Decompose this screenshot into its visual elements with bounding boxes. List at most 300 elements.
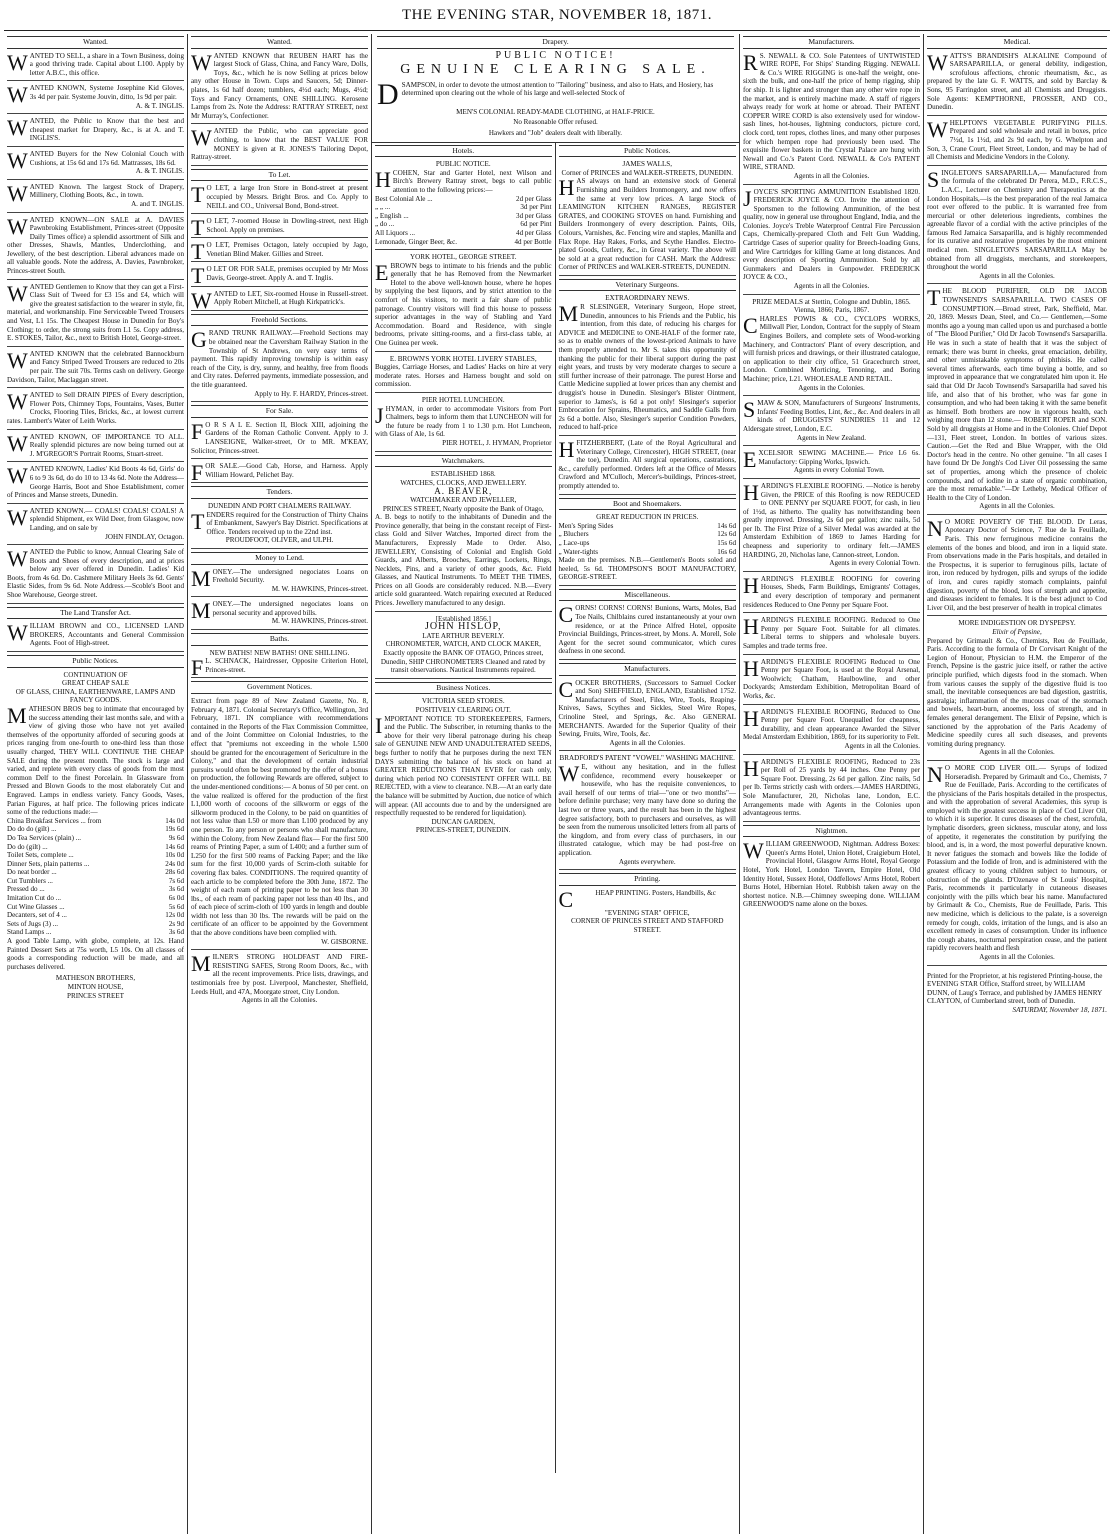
ad-signature: Agents everywhere. — [618, 857, 676, 866]
ad-wanted-9 — [7, 391, 184, 429]
section-head-manufacturers: Manufacturers. — [559, 663, 737, 676]
drop-cap: W — [7, 620, 28, 646]
section-head-to-let: To Let. — [191, 169, 368, 182]
newspaper-title: THE EVENING STAR, NOVEMBER 18, 1871. — [401, 7, 713, 23]
ad-wanted-1 — [7, 49, 184, 82]
ad-title: EXTRAORDINARY NEWS. — [605, 294, 690, 303]
ad-signature: Agents in New Zealand. — [797, 433, 866, 442]
section-head-boot: Boot and Shoemakers. — [559, 498, 737, 511]
ad-text: ANTED KNOWN, Systeme Josephine Kid Gloves, 3s 4d per pair. Systeme Jouvin, ditto, 1s 9d per pair. — [29, 84, 184, 101]
ad-signature: Agents in all the Colonies. — [979, 502, 1055, 511]
ad-text: O MORE POVERTY OF THE BLOOD. Dr Leras, Apotecary Doctor of Science, 7 Rue de la Feuillade, Paris. This new ferruginous medicine contains the elements of the bones and blood, and iron in a liquid state. From observations made in the Paris hospitals, and detailed in the Prospectus, it is superior to ferruginous pills, lactate of iron, iron reduced by hydrogen, pills and syrups of the iodide of iron, and cures rapidly stomach complaints, painful digestion, poverty of the blood, loss of strength and appetite, and diseases incident to females. It is the best adjunct to Cod Liver Oil, and the best preserver of health in tropical climates — [927, 517, 1107, 612]
ad-baths — [191, 649, 368, 679]
printer-imprint — [927, 972, 1107, 1015]
ad-cheap-printing — [558, 886, 737, 938]
ad-text: O LET OR FOR SALE, premises occupied by Mr Moss Davis, George-street. Apply A. and T. Inglis. — [206, 265, 368, 283]
ad-text: HEAP PRINTING. Posters, Handbills, &c — [595, 888, 716, 897]
price-value: 9s 6d — [168, 833, 184, 842]
ad-text: ANTED to Sell DRAIN PIPES of Every description, Flower Pots, Chimney Tops, Fountains, Vases, Butter Crocks, Flooring Tiles, Bricks, &c., at lowest current rates. Lambert's Water of Leith Works. — [7, 391, 184, 425]
ad-title: WATCHES, CLOCKS, AND JEWELLERY. — [400, 478, 527, 487]
ad-address: CORNER OF PRINCES STREET AND STAFFORD STREET. — [571, 917, 724, 934]
ad-signature-address: PRINCES-STREET, DUNEDIN. — [415, 826, 511, 835]
drop-cap: S — [743, 397, 756, 423]
price-value: 28s 6d — [165, 868, 184, 877]
price-row — [7, 911, 184, 920]
column-5 — [740, 34, 924, 1534]
drop-cap: W — [7, 213, 28, 239]
ad-text: Prepared by Grimault & Co., Chemists, Reu de Feuillade, Paris. According to the formula of Dr Corvisart Knight of the Legion of Honour, Physician to H.M. the Emperor of the French, Pepsine is the gastric juice itself, or rather the active principle purified, which digests food in the stomach. When from various causes the supply of the digestive fluid is too small, the inevitable consequences are bad digestion, gastritis, gastralgia; inflammation of the mucous coat of the stomach and bowels, heart-burn, anoemes, loss of strength, and in females general derangement. The Elixir of Pepsine, which is sanctioned by the approbation of the Paris Academy of Medicine speedily cures all such diseases, and prevents vomiting during pregnancy. — [927, 636, 1107, 748]
ad-signature: Agents in the Colonies. — [798, 383, 865, 392]
section-head-nightmen: Nightmen. — [743, 825, 920, 838]
price-item: Stand Lamps ... — [7, 928, 52, 937]
ad-signature: A. and T. INGLIS. — [131, 199, 184, 208]
ad-text: HARLES POWIS & CO., CYCLOPS WORKS, Millwall Pier, London, Contract for the supply of Steam Engines Boilers, and complete sets of Wood-working Machinery, and Contractors' Plant of every description, and will furnish prices and drawings, or their illustrated catalogue, on application to their city office, 51 Gracechurch street, London. Combined Morticing, Tenoning, and Boring Machine; price, L21. WHOLESALE AND RETAIL. — [743, 314, 920, 383]
drop-cap: W — [7, 180, 28, 206]
ad-text: HELPTON'S VEGETABLE PURIFYING PILLS. Prepared and sold wholesale and retail in boxes, price 7½d, 1s 1½d, and 2s 9d each, by G. Whelpton and Son, 3, Crane Court, Fleet Street, London, and may be had of all Chemists and Medicine Vendors in the Colony. — [927, 118, 1107, 162]
column-3-4 — [372, 34, 740, 1534]
ad-title: PRIZE MEDALS at Stettin, Cologne and Dublin, 1865. Vienna, 1866; Paris, 1867. — [752, 297, 911, 315]
price-value: 6d per Pint — [520, 220, 552, 229]
ad-title: JAMES WALLS, — [622, 160, 673, 169]
ad-wanted-2 — [7, 84, 184, 114]
matheson-sig-1: MATHESON BROTHERS, — [55, 974, 136, 983]
ad-harding-roofing-4 — [743, 655, 920, 705]
ad-livery-stables — [375, 355, 552, 393]
price-item: Do Tea Services (plain) ... — [7, 833, 82, 842]
drapery-line-3: No Reasonable Offer refused. — [513, 118, 598, 127]
ad-subtitle: "EVENING STAR" OFFICE, — [604, 908, 690, 917]
price-row — [559, 548, 737, 557]
section-head-baths: Baths. — [191, 633, 368, 646]
ad-to-let-4 — [191, 263, 368, 289]
matheson-title-1: CONTINUATION OF — [63, 670, 128, 679]
ad-signature: M. W. HAWKINS, Princes-street. — [271, 617, 368, 626]
ad-subtitle: POSITIVELY CLEARING OUT. — [415, 706, 511, 714]
price-value: 5s 6d — [168, 902, 184, 911]
price-row — [7, 817, 184, 826]
ad-text: COHEN, Star and Garter Hotel, next Wilson and Birch's Brewery Rattray street, begs to call public attention to the following prices:— — [392, 168, 552, 194]
drop-cap: S — [927, 166, 940, 192]
drop-cap: W — [191, 125, 212, 151]
ad-text: ANTED KNOWN that REUBEN HART has the largest Stock of Glass, China, and Fancy Ware, Dolls, Toys, &c., which he is now Selling at prices below any other House in Town. Cups and Saucers, 5d; Dinner-plates, 1s 6d half dozen; tumblers, 4½d each; Mugs, 4½d; Toys and Fancy Ornaments, ONE SHILLING. Kerosene Lamps from 2s. Note the Address: RATTRAY STREET, next Mr Murray's, Confectioner. — [191, 51, 368, 120]
ad-text: ARDING'S FLEXIBLE ROOFING, Reduced to One Penny per Square Foot. Unequalled for cheapness, durability, and clean appearance Awarded the Silver Medal Amsterdam Exhibition, 1869, for its superiority to Felt. — [743, 707, 920, 742]
ad-harding-roofing-5 — [743, 705, 920, 755]
drop-cap: M — [191, 598, 211, 624]
drop-cap: D — [377, 77, 399, 111]
ad-pier-hotel — [375, 396, 552, 452]
ad-to-let-3 — [191, 239, 368, 265]
price-row — [375, 220, 552, 229]
ad-signature: Apply to Hy. F. HARDY, Princes-street. — [254, 389, 368, 398]
ad-signature: A. & T. INGLIS. — [135, 101, 184, 110]
drop-cap: H — [558, 175, 575, 201]
ad-victoria-seed-stores — [375, 697, 552, 838]
price-item: „ do ... — [375, 220, 395, 229]
price-item: Toilet Sets, complete ... — [7, 851, 74, 860]
ad-text: O R S A L E. Section II, Block XIII, adjoining the Gardens of the Roman Catholic Convent. Apply to J. LANSEIGNE, Walker-street, Or to MR. M'KEAY, Solicitor, Princes-street. — [191, 420, 368, 455]
ad-text: ANTED, the Public to Know that the best and cheapest market for Drapery, &c., is at A. and T. INGLIS'S. — [29, 117, 184, 143]
ad-wanted-12 — [7, 504, 184, 545]
ad-signature: Agents in every Colonial Town. — [793, 466, 885, 475]
ad-harding-roofing-3 — [743, 616, 920, 654]
drop-cap: W — [927, 49, 948, 75]
ad-text: BROWN begs to intimate to his friends and the public generally that he has Removed from the Newmarket Hotel to the above well-known house, where he hopes by supplying the best liquors, and by strict attention to the comfort of his visitors, to merit a fair share of public patronage. Country visitors will find this house to possess superior advantages in the way of Stabling and Yard Accommodation. Board and Residence, with single bedrooms, private sitting-rooms, and a first-class table, at One Guinea per week. — [375, 261, 552, 348]
ad-text: ANTED TO SELL, a share in a Town Business, doing a good thriving trade. Capital about L100. Apply by letter A.B.C., this office. — [29, 51, 184, 77]
column-3-4-split — [372, 142, 739, 1473]
ad-john-hislop — [375, 615, 552, 679]
ad-text: ILLIAM GREENWOOD, Nightman. Address Boxes: Queen's Arms Hotel, Union Hotel, Craigieburn Hotel, Provincial Hotel, Glasgow Arms Hotel, Royal George Hotel, York Hotel, London Tavern, Empire Hotel, Old Identity Hotel, Sussex Hotel, Oddfellows' Arms Hotel, Robert Burns Hotel, Hibernian Hotel. Rubbish taken away on the shortest notice. N.B.—Chimney sweeping done. WILLIAM GREENWOOD'S name alone on the boxes. — [743, 840, 920, 909]
price-item: Do do (gilt) ... — [7, 842, 48, 851]
section-head-public-notices: Public Notices. — [559, 145, 737, 158]
drop-cap: W — [7, 504, 28, 530]
drop-cap: W — [7, 82, 28, 108]
drop-cap: H — [743, 479, 759, 505]
drop-cap: J — [743, 185, 752, 211]
ad-text: INGLETON'S SARSAPARILLA,— Manufactured from the formula of the celebrated Dr Perera, M.D., F.R.C.S., L.A.C., Lecturer on Chemistry and Therapeutics at the London Hospitals,—is the best preparation of the real Jamaica root ever offered to the public. It is warranted free from mercurial or other deleterious ingredients, combines the agreeable flavor of a cordial with the active principles of the famous Red Jamaica Sarsaparilla, and is highly recommended for its curative and restorative properties by the most eminent medical men. SINGLETON'S SARSAPARILLA May be obtained from all druggists, merchants, and storekeepers, throughout the world — [927, 168, 1107, 272]
price-item: „ English ... — [375, 211, 409, 220]
drop-cap: F — [191, 655, 204, 681]
ad-signature: W. GISBORNE. — [321, 937, 368, 946]
section-head-for-sale: For Sale. — [191, 405, 368, 418]
ad-text: L. SCHNACK, Hairdresser, Opposite Criterion Hotel, Princes-street. — [205, 657, 368, 674]
price-item: Lemonade, Ginger Beer, &c. — [375, 237, 458, 246]
price-value: 16s 6d — [717, 547, 736, 556]
ad-text: ANTED Known. The largest Stock of Drapery, Millinery, Clothing Boots, &c., in town. — [29, 182, 184, 200]
price-value: 12s 0d — [165, 911, 184, 920]
price-item: Dinner Sets, plain patterns ... — [7, 859, 90, 868]
drop-cap: W — [927, 116, 948, 142]
ad-text: HE BLOOD PURIFIER, OLD DR JACOB TOWNSEND'S SARSAPARILLA. TWO CASES OF CONSUMPTION.—Broad street, Park, Sheffield, Mar. 20, 1869. Messrs Dean, Steel, and Co.— Gentlemen,—Some months ago a young man called upon us and purchased a bottle of "The Blood Purifier," Old Dr Jacob Townsend's Sarsaparilla. He was in such a state of health that it was the subject of remark; there was burnt in cheeks, great emaciation, debility, and other unmistakable symptoms of phthisis. He called several times afterwards, each time buying a bottle, and so improved in appearance that we congratulated him upon it. He said that Old Dr Jacob Townsend's Sarsaparilla had saved his life, and also that of his brother, who was far gone in consumption, and who had been taking it with the same benefit as himself. Both brothers are now in vigorous health, each weighing more than 12 stone.— ROBERT ROPER and SON. Sold by all druggists at Home and in the Colonies. Chief Depot—131, Fleet street, London. In bottles of various sizes. Caution.—Get the Red and Blue Wrapper, with the Old Doctor's head in the centre. No other genuine. "In all cases I have found Dr De Jongh's Cod Liver Oil possessing the same set of properties, among which the presence of choleic compounds, and of iodine in a state of organic combination, are the most remarkable."—Dr Letheby, Medical Officer of Health to the City of London. — [927, 287, 1107, 502]
ad-text: ANTED the Public, who can appreciate good clothing, to know that the BEST VALUE FOR MONEY is given at R. JONES'S Tailoring Depot, Rattray-street. — [191, 127, 368, 162]
ad-text: Extract from page 89 of New Zealand Gazette, No. 8, February 4, 1871. Colonial Secretary's Office, Wellington, 3rd February, 1871. IN compliance with recommendations contained in the Reports of the Flax Commission Committee, and of the Joint Committee on Colonial Industries, to the effect that "premiums not exceeding in the whole L500 should be granted for the encouragement of Sericulture in the Colony," and that the development of certain industrial pursuits would often be best promoted by the offer of a bonus on production, the following Rewards are offered, subject to the under-mentioned conditions:— A bonus of 50 per cent. on the value realized is offered for the production of the first L1,000 worth of cocoons of the silkworm or eggs of the silkworm produced in the Colony, to be paid on quantities of not less value than L50 or more than L100 produced by any one person. To any person or persons who shall manufacture, within the Colony, from New Zealand flax— For the first 500 reams of Printing Paper, a sum of L400; and a further sum of L250 for the first 500 reams of Packing Paper; and the like sum for the first 10,000 yards of Scrim-cloth suitable for covering flax bales. CONDITIONS. The required quantity of each article to be completed before the 30th June, 1872. The weight of each ream of printing paper to be not less than 30 lbs., of each ream of packing paper not less than 40 lbs., and of each piece of scrim-cloth of 100 yards in length and double width not less than 30 lbs. The rewards will be paid on the certificate of an officer to be appointed by the Government that the above conditions have been complied with. — [191, 697, 368, 938]
drop-cap: T — [191, 263, 205, 289]
ad-wanted-2 — [191, 127, 368, 165]
matheson-sig-3: PRINCES STREET — [67, 991, 124, 1000]
ad-harding-roofing-1 — [743, 479, 920, 572]
ad-wanted-7 — [7, 280, 184, 347]
ad-wanted-13 — [7, 548, 184, 604]
drop-cap: W — [558, 760, 580, 786]
ad-subtitle: WATCHMAKER AND JEWELLER, — [410, 495, 517, 504]
price-item: Decanters, set of 4 ... — [7, 911, 67, 920]
ad-late: LATE ARTHUR BEVERLY. — [422, 631, 505, 640]
drop-cap: W — [7, 389, 28, 415]
drop-cap: W — [743, 838, 764, 864]
ad-james-walls — [559, 160, 737, 276]
drapery-big-title: GENUINE CLEARING SALE. — [400, 62, 711, 78]
section-head-tenders: Tenders. — [191, 486, 368, 499]
drop-cap: W — [191, 49, 212, 75]
ad-wanted-3 — [7, 117, 184, 147]
ad-for-sale-1 — [191, 418, 368, 459]
ad-title: E. BROWN'S YORK HOTEL LIVERY STABLES, — [389, 354, 537, 363]
ad-harding-roofing-2 — [743, 572, 920, 613]
imprint-date: SATURDAY, November 18, 1871. — [1012, 1005, 1107, 1014]
column-4 — [556, 143, 740, 1473]
ad-milners-safes — [191, 953, 368, 1008]
ad-text: ARDING'S FLEXIBLE ROOFING. —Notice is hereby Given, the PRICE of this Roofing is now REDUCED to ONE PENNY per SQUARE FOOT, for cash, in lieu of 1½d, as hitherto. The quality has notwithstanding been greatly improved. Dressing, 2s 6d per gallon; zinc nails, 5d per lb. The First Prize of a Silver Medal was awarded at the Amsterdam Exhibition of 1869 to James Harding for cheapness and superiority to ordinary felt.—JAMES HARDING, 20, Nicholas lane, Cannon-street, London. — [743, 481, 920, 559]
ad-signature: PROUDFOOT, OLIVER, and ULPH. — [225, 536, 334, 545]
price-row — [7, 877, 184, 886]
matheson-title-3: OF GLASS, CHINA, EARTHENWARE, LAMPS AND FANCY GOODS. — [15, 687, 176, 705]
ad-railway-tenders — [191, 502, 368, 549]
drop-cap: C — [743, 312, 758, 338]
imprint-text: Printed for the Proprietor, at his registered Printing-house, the EVENING STAR Office, Stafford street, by WILLIAM DUNN, of Laug's Terrace, and published by JAMES HENRY CLAYTON, of Cumberland street, both of Dunedin. — [927, 971, 1103, 1006]
ad-to-let-5 — [191, 287, 368, 313]
ad-for-sale-2 — [191, 460, 368, 486]
drop-cap: F — [191, 460, 204, 486]
price-value: 4d per Glass — [516, 228, 552, 237]
ad-text: ONEY.—The undersigned negociates loans on personal security and approved bills. — [212, 600, 368, 617]
drop-cap: W — [7, 280, 28, 306]
ad-signature: Agents in all the Colonies. — [979, 748, 1055, 757]
ad-text: Exactly opposite the BANK OF OTAGO, Princes street, Dunedin, SHIP CHRONOMETERS Cleaned and rated by transit observations. Nautical Instruments repaired. — [380, 649, 546, 675]
ad-text: HYMAN, in order to accommodate Visitors from Port Chalmers, begs to inform them that LUNCHEON will for the future be ready from 1 to 1.30 p.m. Hot Luncheon, with Glass of Ale, 1s 6d. — [375, 404, 552, 439]
price-row — [559, 530, 737, 539]
drop-cap: M — [191, 565, 211, 591]
section-head-money: Money to Lend. — [191, 552, 368, 565]
section-head-manufacturers: Manufacturers. — [743, 36, 920, 49]
drop-cap: W — [7, 463, 28, 489]
section-head-business: Business Notices. — [375, 682, 552, 695]
drop-cap: T — [191, 182, 205, 208]
ad-title: PIER HOTEL LUNCHEON. — [421, 396, 505, 404]
drop-cap: H — [743, 572, 759, 598]
price-item: Men's Spring Sides — [558, 521, 614, 530]
price-row — [375, 203, 552, 212]
ad-greenwood — [743, 840, 920, 912]
price-value: 2s 9d — [168, 919, 184, 928]
drop-cap: H — [743, 755, 759, 781]
ad-subtitle: Elixir of Pepsine, — [992, 628, 1042, 636]
section-head-wanted: Wanted. — [7, 36, 184, 49]
price-item: Cut Wine Glasses ... — [7, 902, 65, 911]
matheson-extra: A good Table Lamp, with globe, complete, at 12s. Hand Painted Dessert Sets at 75s worth, L5 10s. On all classes of goods a corresponding reduction will be made, and all purchases delivered. — [7, 937, 184, 971]
drop-cap: H — [743, 614, 759, 640]
section-head-miscellaneous: Miscellaneous. — [559, 589, 737, 602]
drop-cap: E — [375, 259, 389, 285]
ad-signature: M. W. HAWKINS, Princes-street. — [271, 584, 368, 593]
ad-whelpton-pills — [927, 116, 1107, 166]
ad-watts-sarsaparilla — [927, 49, 1107, 116]
ad-text: Made on the premises. N.B.—Gentlemen's Boots soled and heeled, 5s 6d. THOMPSON'S BOOT MANUFACTORY, GEORGE-STREET. — [558, 556, 736, 582]
ad-established: ESTABLISHED 1868. — [430, 470, 496, 479]
drop-cap: W — [7, 115, 28, 141]
price-value: 6s 0d — [168, 894, 184, 903]
ad-text: ILNER'S STRONG HOLDFAST AND FIRE-RESISTING SAFES, Strong Room Doors, &c., with all the recent improvements. Price lists, drawings, and testimonials free by post. Liverpool, Manchester, Sheffield, Leeds Hull, and 47A, Moorgate street, City London. — [191, 953, 368, 996]
section-head-government: Government Notices. — [191, 681, 368, 694]
ad-text: O MORE COD LIVER OIL.— Syrups of Iodized Horseradish. Prepared by Grimault and Co., Chemists, 7 Rue de Feuillade, Paris. According to the certificates of the physicians of the Paris hospitals detailed in the prospectus, and with the approbation of several Academies, this syrup is employed with the greatest success in place of Cod Liver Oil, to which it is superior. It cures diseases of the chest, scrofula, lymphatic disorders, green sickness, muscular atony, and loss of appetite, it regenerates the constitution by purifying the blood, and is, in a word, the most powerful depurative known. It never fatigues the stomach and bowels like the Iodide of Potassium and the Iodide of Iron, and is administered with the greatest efficacy to young children subject to humours, or obstruction of the glands. D'Ozenave of St Louis' Hospital, Paris, recommends it particularly in cutaneous diseases conjointly with the pills which bear his name. Manufactured by Grimault & Co., Chemists, Rue de Feuillade, Paris. This new medicine, which is delicious to the palate, is a sovereign remedy for cough, colds, irritation of the lungs, and is also an excellent remedy in cases of consumption. Under its influence the cough abates, nocturnal perspiration cease, and the patient rapidly recovers health and flesh — [927, 763, 1107, 953]
drop-cap: H — [743, 705, 759, 731]
drop-cap: J — [375, 402, 384, 428]
drop-cap: C — [558, 676, 574, 702]
ad-text: OR SALE.—Good Cab, Horse, and Harness. Apply William Howard, Pelichet Bay. — [205, 462, 368, 479]
ad-signature: Agents in all the Colonies. — [241, 996, 318, 1005]
drop-cap: C — [558, 602, 574, 628]
price-row — [7, 928, 184, 937]
drop-cap: R — [743, 49, 758, 75]
ad-title: DUNEDIN AND PORT CHALMERS RAILWAY. — [208, 501, 351, 510]
price-row — [7, 860, 184, 869]
column-6 — [924, 34, 1110, 1534]
price-value: 4d per Bottle — [514, 237, 552, 246]
ad-grand-trunk-railway — [191, 329, 368, 402]
ad-wanted-8 — [7, 347, 184, 388]
price-item: Sets of Jugs (3) ... — [7, 919, 59, 928]
price-item: „ „ ... — [375, 203, 391, 212]
drapery-line-2: MEN'S COLONIAL READY-MADE CLOTHING, at HALF-PRICE. — [456, 107, 655, 116]
ad-text: ANTED Buyers for the New Colonial Couch with Cushions, at 15s 6d and 17s 6d. Mattrasses, 18s 6d. — [29, 149, 184, 167]
section-head-land-transfer: The Land Transfer Act. — [7, 607, 184, 620]
ad-signature: Agents in all the Colonies. — [979, 271, 1055, 280]
price-row — [7, 894, 184, 903]
price-value: 7s 6d — [168, 876, 184, 885]
drop-cap: E — [743, 447, 757, 473]
ad-bradford-washing-machine — [559, 754, 737, 870]
ad-text: AS always on hand an extensive stock of General Furnishing and Builders Ironmongery, and now offers the same at very low prices. A large Stock of LEAMINGTON KITCHEN RANGES, REGISTER GRATES, and COOKING STOVES on hand. Furnishing and Builders Ironmongery of every description. Paints, Oils, Colours, Varnishes, &c. Fencing wire and staples, Manilla and Flax Rope. Hay Rakes, Forks, and Scythe Handles. Electro-plated Goods, Cutlery, &c., in Great variety. The above will be sold at a great reduction for CASH. Mark the Address: Corner of PRINCES and WALKER-STREETS, DUNEDIN. — [558, 177, 736, 272]
drop-cap: C — [558, 886, 574, 912]
price-row — [7, 843, 184, 852]
ad-title: YORK HOTEL, GEORGE STREET. — [410, 253, 517, 262]
drop-cap: W — [7, 147, 28, 173]
price-row — [7, 834, 184, 843]
drapery-banner — [372, 36, 739, 138]
price-item: All Liquors ... — [375, 228, 415, 237]
ad-matheson-bros — [7, 671, 184, 1004]
price-value: 3s 6d — [168, 928, 184, 937]
ad-signature: Agents in all the Colonies. — [609, 738, 685, 747]
ad-text: XCELSIOR SEWING MACHINE.— Price L6 6s. Manufactory: Gipping Works, Ipswich. — [758, 449, 920, 466]
price-item: Do do do (gilt) ... — [7, 825, 57, 834]
ad-text: S. NEWALL & CO. Sole Patentees of UNTWISTED WIRE ROPE, For Ships' Standing Rigging. NEWALL & Co.'s WIRE RIGGING is one-half the weight, one-sixth the bulk, and one-half the price of hemp rigging, ship for ship. It is lighter and stronger than any other wire rope in the market, and is entirely machine made. A staff of riggers always ready for work at home or abroad. Their PATENT COPPER WIRE CORD is also extensively used for window-sash lines, hot-houses, lightning conductors, picture cord, clock cord, tent ropes, clothes lines, and many other purposes for which hempen rope had previously been used. The exquisite flower baskets in the Crystal Palace are hung with Newall and Co.'s Patent Cord. NEWALL & Co's PATENT WIRE, STRAND. — [743, 51, 920, 172]
price-item: „ Water-tights — [558, 547, 599, 556]
price-value: 14s 6d — [165, 842, 184, 851]
ad-text: ANTED Gentlemen to Know that they can get a First-Class Suit of Tweed for £3 15s and £4, which will give the greatest satisfaction to the wearer in style, fit, material, and workmanship. Fine Serviceable Tweed Trousers and Vest, L1 15s. The Cheapest House in Dunedin for Boy's Clothing; to order, the strong suits from L1 5s. Copy address, E. STOKES, Tailor, &c., next to British Hotel, George-street. — [7, 282, 184, 343]
section-head-freehold: Freehold Sections. — [191, 314, 368, 327]
ad-wanted-6 — [7, 213, 184, 280]
price-item: Cut Tumblers ... — [7, 876, 53, 885]
ad-signature: Agents in all the Colonies. — [979, 952, 1055, 961]
ad-name: JOHN HISLOP, — [425, 621, 502, 633]
ad-to-let-1 — [191, 184, 368, 214]
price-row — [559, 539, 737, 548]
price-value: 14s 0d — [165, 816, 184, 825]
ad-address: PRINCES STREET, Nearly opposite the Bank of Otago, — [382, 504, 544, 513]
ad-signature: A. & T. INGLIS. — [135, 167, 184, 176]
price-row — [7, 868, 184, 877]
boot-price-list — [559, 522, 737, 556]
price-row — [375, 195, 552, 204]
ad-text: O LET, a large Iron Store in Bond-street at present occupied by Messrs. Bright Bros. and Co. Apply to NEILL and CO., Universal Bond, Bond-street. — [206, 184, 368, 210]
ad-harding-roofing-6 — [743, 755, 920, 822]
price-item: „ Bluchers — [558, 530, 589, 539]
drop-cap: T — [927, 285, 941, 311]
drapery-body: SAMPSON, in order to devote the utmost attention to "Tailoring" business, and also to Hats, and Hosiery, has determined upon clearing out the whole of his large and well-selected Stock of — [401, 80, 714, 98]
ad-text: Buggies, Carriage Horses, and Ladies' Hacks on hire at very moderate rates. Horses and Harness bought and sold on commission. — [375, 363, 552, 389]
matheson-body: ATHESON BROS beg to intimate that encouraged by the success attending their last months sale, and with a view of giving those who have not yet availed themselves of the opportunity afforded of securing goods at prices ranging from one-fourth to one-third less than those usually charged, THEY WILL CONTINUE THE CHEAP SALE during the present month. The stock is large and varied, and replete with every class of goods from the most common Delf to the finest Porcelain. In Glassware from Pressed and Blown Goods to the most elaborately Cut and Engraved. Lamps in endless variety. Fancy Goods, Vases, Parian Figures, at half price. The following prices indicate some of the reductions made:— — [7, 705, 184, 817]
section-head-veterinary: Veterinary Surgeons. — [559, 279, 737, 292]
ad-signature: DUNCAN GARDEN, — [431, 817, 495, 826]
ad-text: ARDING'S FLEXIBLE ROOFING Reduced to One Penny per Square Foot, is used at the Royal Arsenal, Woolwich; Chatham, Haulbowline, and other Dockyards; Amsterdam Exhibition, Metropolitan Board of Works, &c. — [743, 657, 920, 700]
drop-cap: G — [191, 327, 207, 353]
ad-wanted-11 — [7, 465, 184, 503]
section-head-printing: Printing. — [559, 873, 737, 886]
price-item: China Breakfast Services ... from — [7, 816, 102, 825]
ad-text: ARDING'S FLEXIBLE ROOFING, Reduced to 23s per Roll of 25 yards by 44 inches. One Penny per Square Foot. Dressing, 2s 6d per gallon. Zinc nails, 5d per lb. Terms strictly cash with orders.—JAMES HARDING, Sole Manufacturer, 20, Nicholas lane, London, E.C. Arrangements made with Agents in the Colonies upon advantageous terms. — [743, 757, 920, 818]
ad-text: ANTED KNOWN, OF IMPORTANCE TO ALL. Really splendid pictures are now being turned out at J. M'GREGOR'S Portrait Rooms, Stuart-street. — [29, 432, 184, 458]
ad-text: MPORTANT NOTICE TO STOREKEEPERS, Farmers, and the Public. The Subscriber, in returning thanks to the above for their very liberal patronage during his cheap sale of GENUINE NEW AND UNADULTERATED SEEDS, begs further to notify that he purposes during the next TEN DAYS submitting the balance of his stock on hand at GREATER REDUCTIONS THAN EVER for cash only, during which period NO CONSISTENT OFFER WILL BE REJECTED, with a view to clearance. N.B.—At an early date the balance will be submitted by Auction, due notice of which will appear. (All accounts due to and by the undersigned are respectfully requested to be rendered for liquidation). — [375, 714, 552, 818]
ad-townsend-blood-purifier — [927, 287, 1107, 514]
price-item: Best Colonial Ale ... — [375, 194, 433, 203]
ad-text: ANTED KNOWN that the celebrated Bannockburn and Fancy Striped Tweed Trousers are reduced to 20s per pair. The suit 70s. Terms cash on delivery. George Davidson, Tailor, Maclaggan street. — [7, 349, 184, 384]
drop-cap: W — [7, 546, 28, 572]
price-value: 2d per Glass — [516, 194, 552, 203]
drop-cap: H — [375, 166, 391, 192]
drop-cap: H — [743, 655, 759, 681]
ad-excelsior — [743, 449, 920, 479]
ad-title: GREAT REDUCTION IN PRICES. — [596, 513, 699, 522]
ad-charles-powis — [743, 298, 920, 397]
price-row — [7, 903, 184, 912]
section-head-wanted: Wanted. — [191, 36, 368, 49]
matheson-sig-2: MINTON HOUSE, — [67, 983, 124, 991]
price-value: 3d per Glass — [516, 211, 552, 220]
ad-text: E, without any hesitation, and in the fullest confidence, recommend every housekeeper or housewife, who has the requisite conveniences, to avail herself of our terms of trial—"one or two months"—before definite purchase; very many have done so during the last two or three years, and the result has been in the highest degree satisfactory, both to purchasers and ourselves, as will be seen from the numerous unsolicited letters from all parts of the kingdom, and from every class of purchasers, in our illustrated catalogue, which may be had post-free on application. — [558, 762, 736, 857]
ad-signature: JOHN FINDLAY, Octagon. — [105, 532, 184, 541]
ad-text: OCKER BROTHERS, (Successors to Samuel Cocker and Son) SHEFFIELD, ENGLAND, Established 1752. Manufacturers of Steel, Files, Wire, Tools, Reaping-Knives, Saws, Scythes and Sickles, Steel Wire Ropes, Crinoline Steel, and Springs, &c. Also GENERAL MERCHANTS. Awarded for the Superior Quality of their Sewing, Fruits, Wire, Tools, &c. — [558, 678, 736, 739]
ad-fitzherbert — [558, 436, 737, 495]
ad-title: PUBLIC NOTICE. — [435, 160, 491, 169]
price-value: 10s 0d — [165, 851, 184, 860]
ad-text: O LET, Premises Octagon, lately occupied by Jago, Venetian Blind Maker. Gillies and Street. — [206, 241, 368, 258]
ad-signature: PIER HOTEL, J. HYMAN, Proprietor — [442, 438, 552, 447]
price-row — [375, 212, 552, 221]
price-value: 19s 6d — [165, 825, 184, 834]
ad-text: ARDING'S FLEXIBLE ROOFING for covering Houses, Sheds, Farm Buildings, Emigrants' Cottages, and every description of temporary and permanent residences Reduced to One Penny per Square Foot. — [743, 574, 920, 609]
ad-poverty-of-blood — [927, 515, 1107, 617]
price-value: 12s 6d — [717, 530, 736, 539]
ad-text: MAW & SON, Manufacturers of Surgeons' Instruments, Infants' Feeding Bottles, Lint, &c., &c. And dealers in all kinds of DRUGGISTS' SUNDRIES 11 and 12 Aldersgate street, London, E.C. — [743, 399, 920, 433]
drop-cap: N — [927, 515, 943, 541]
ad-maw-son — [743, 399, 920, 446]
drop-cap: M — [7, 703, 27, 728]
section-head-hotels: Hotels. — [375, 145, 552, 158]
masthead-rule — [4, 30, 1110, 31]
drop-cap: T — [191, 508, 205, 534]
drapery-line-4: Hawkers and "Job" dealers dealt with liberally. — [488, 128, 623, 137]
ad-title: MORE INDIGESTION OR DYSPEPSY. — [958, 619, 1076, 628]
ad-star-garter-hotel — [375, 160, 552, 250]
ad-text: ANTED to LET, Six-roomed House in Russell-street. Apply Robert Mitchell, at Hugh Kirkpatrick's. — [213, 289, 368, 307]
drop-cap: T — [191, 215, 205, 241]
ad-wanted-1 — [191, 49, 368, 125]
price-item: Imitation Cut do ... — [7, 894, 61, 903]
drop-cap: I — [375, 712, 383, 738]
ad-text: ENDERS required for the Construction of Thirty Chains of Embankment, Sawyer's Bay District. Specifications at Office. Tenders received up to the 22nd inst. — [206, 510, 368, 536]
newspaper-columns — [4, 34, 1110, 1534]
ad-slesinger — [559, 294, 737, 436]
drop-cap: N — [927, 761, 943, 787]
ad-corns — [559, 604, 737, 660]
ad-name: A. BEAVER, — [434, 486, 493, 497]
ad-singleton-sarsaparilla — [927, 166, 1107, 285]
ad-wanted-4 — [7, 147, 184, 180]
ad-text: A. B. begs to notify to the inhabitants of Dunedin and the Province generally, that being in the constant receipt of First-class Gold and Silver Watches, Imported direct from the Manufacturers, Expressly Made to Order. Also, JEWELLERY, Consisting of Colonial and English Gold Guards, and Alberts, Brooches, Earrings, Lockets, Rings, Necklets, Pins, and a variety of other goods, &c. Field Glasses, and Nautical Instruments. To MEET THE TIMES, Prices on all Goods are considerably reduced. N.B.—Every article sold guaranteed. Watch repairing executed at Reduced Prices. Jewellery manufactured to any design. — [375, 513, 552, 608]
ad-title: NEW BATHS! NEW BATHS! ONE SHILLING. — [209, 648, 350, 657]
drop-cap: W — [7, 430, 28, 456]
ad-text: ATTS'S BRANDISH'S ALKALINE Compound of SARSAPARILLA, or general debility, indigestion, scrofulous affections, chronic rheumatism, &c., as prepared by the late G. F. WATTS, and sold by Barclay & Sons, 95 Farringdon street, and all Chemists and Druggists. Sole Agents: KEMPTHORNE, PROSSER, AND CO., Dunedin. — [927, 51, 1107, 112]
ad-subtitle: Corner of PRINCES and WALKER-STREETS, DUNEDIN. — [561, 168, 733, 177]
